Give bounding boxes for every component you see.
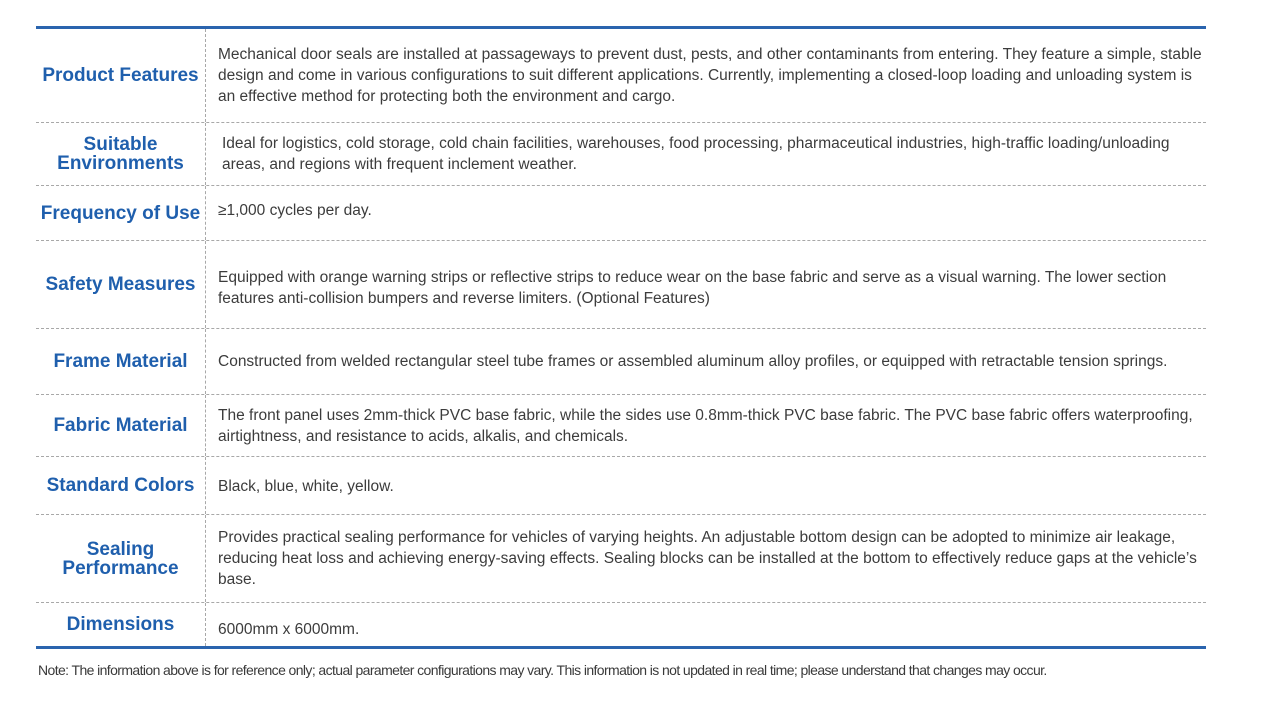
- spec-label-cell: [36, 186, 206, 240]
- spec-label-cell: [36, 29, 206, 122]
- spec-label: Frequency of Use: [40, 202, 201, 224]
- spec-value: Equipped with orange warning strips or reflective strips to reduce wear on the base fabric and serve as a visual warning. The lower section features anti-collision bumpers and reverse limiters. (Optional Features): [218, 269, 1167, 307]
- spec-label-cell: [36, 123, 206, 185]
- disclaimer-note: Note: The information above is for reference only; actual parameter configurations may vary. This information is not updated in real time; please understand that changes may occur.: [38, 662, 1047, 678]
- spec-row-standard-colors: [36, 457, 1206, 515]
- spec-label-cell: [36, 603, 206, 646]
- spec-label-cell: [36, 329, 206, 394]
- spec-value: Ideal for logistics, cold storage, cold chain facilities, warehouses, food processing, pharmaceutical industries, high-traffic loading/unloading areas, and regions with frequent inclement weather.: [222, 135, 1170, 173]
- spec-value-cell: [206, 395, 1206, 456]
- spec-label: Suitable Environments: [57, 134, 184, 174]
- spec-label: Product Features: [42, 65, 199, 86]
- spec-value: 6000mm x 6000mm.: [218, 621, 360, 638]
- spec-label-cell: [36, 515, 206, 602]
- spec-label-cell: [36, 457, 206, 514]
- spec-value-cell: [206, 329, 1206, 394]
- spec-label: Sealing Performance: [62, 538, 179, 579]
- spec-value: Constructed from welded rectangular steel tube frames or assembled aluminum alloy profiles, or equipped with retractable tension springs.: [218, 353, 1168, 370]
- spec-label: Safety Measures: [45, 274, 196, 295]
- spec-value: ≥1,000 cycles per day.: [218, 202, 372, 219]
- spec-value: The front panel uses 2mm-thick PVC base fabric, while the sides use 0.8mm-thick PVC base fabric. The PVC base fabric offers waterproofing, airtightness, and resistance to acids, alkalis, and chemicals.: [218, 406, 1193, 445]
- spec-row-frequency-of-use: [36, 186, 1206, 241]
- spec-row-fabric-material: [36, 395, 1206, 457]
- spec-value: Black, blue, white, yellow.: [218, 478, 394, 495]
- spec-value-cell: [206, 123, 1206, 185]
- spec-row-dimensions: [36, 603, 1206, 646]
- spec-label-cell: [36, 241, 206, 328]
- spec-label: Dimensions: [66, 614, 175, 635]
- spec-label: Fabric Material: [53, 415, 188, 436]
- spec-value-cell: [206, 515, 1206, 602]
- spec-label: Standard Colors: [46, 475, 195, 496]
- spec-row-sealing-performance: [36, 515, 1206, 603]
- spec-value-cell: [206, 241, 1206, 328]
- spec-label-cell: [36, 395, 206, 456]
- bottom-rule: [36, 646, 1206, 649]
- spec-value-cell: [206, 457, 1206, 514]
- spec-value-cell: [206, 29, 1206, 122]
- spec-row-suitable-environments: [36, 123, 1206, 186]
- spec-value: Mechanical door seals are installed at passageways to prevent dust, pests, and other contaminants from entering. They feature a simple, stable design and come in various configurations to suit different applications. Currently, implementing a closed-loop loading and unloading system is an effective method for protecting both the environment and cargo.: [218, 46, 1202, 105]
- spec-row-product-features: [36, 29, 1206, 123]
- spec-label: Frame Material: [53, 351, 188, 372]
- spec-value-cell: [206, 186, 1206, 240]
- spec-row-frame-material: [36, 329, 1206, 395]
- spec-value: Provides practical sealing performance for vehicles of varying heights. An adjustable bottom design can be adopted to minimize air leakage, reducing heat loss and achieving energy-saving effects. Sealing blocks can be installed at the bottom to effectively reduce gaps at the vehicle’s base.: [218, 529, 1197, 588]
- spec-value-cell: [206, 603, 1206, 646]
- spec-row-safety-measures: [36, 241, 1206, 329]
